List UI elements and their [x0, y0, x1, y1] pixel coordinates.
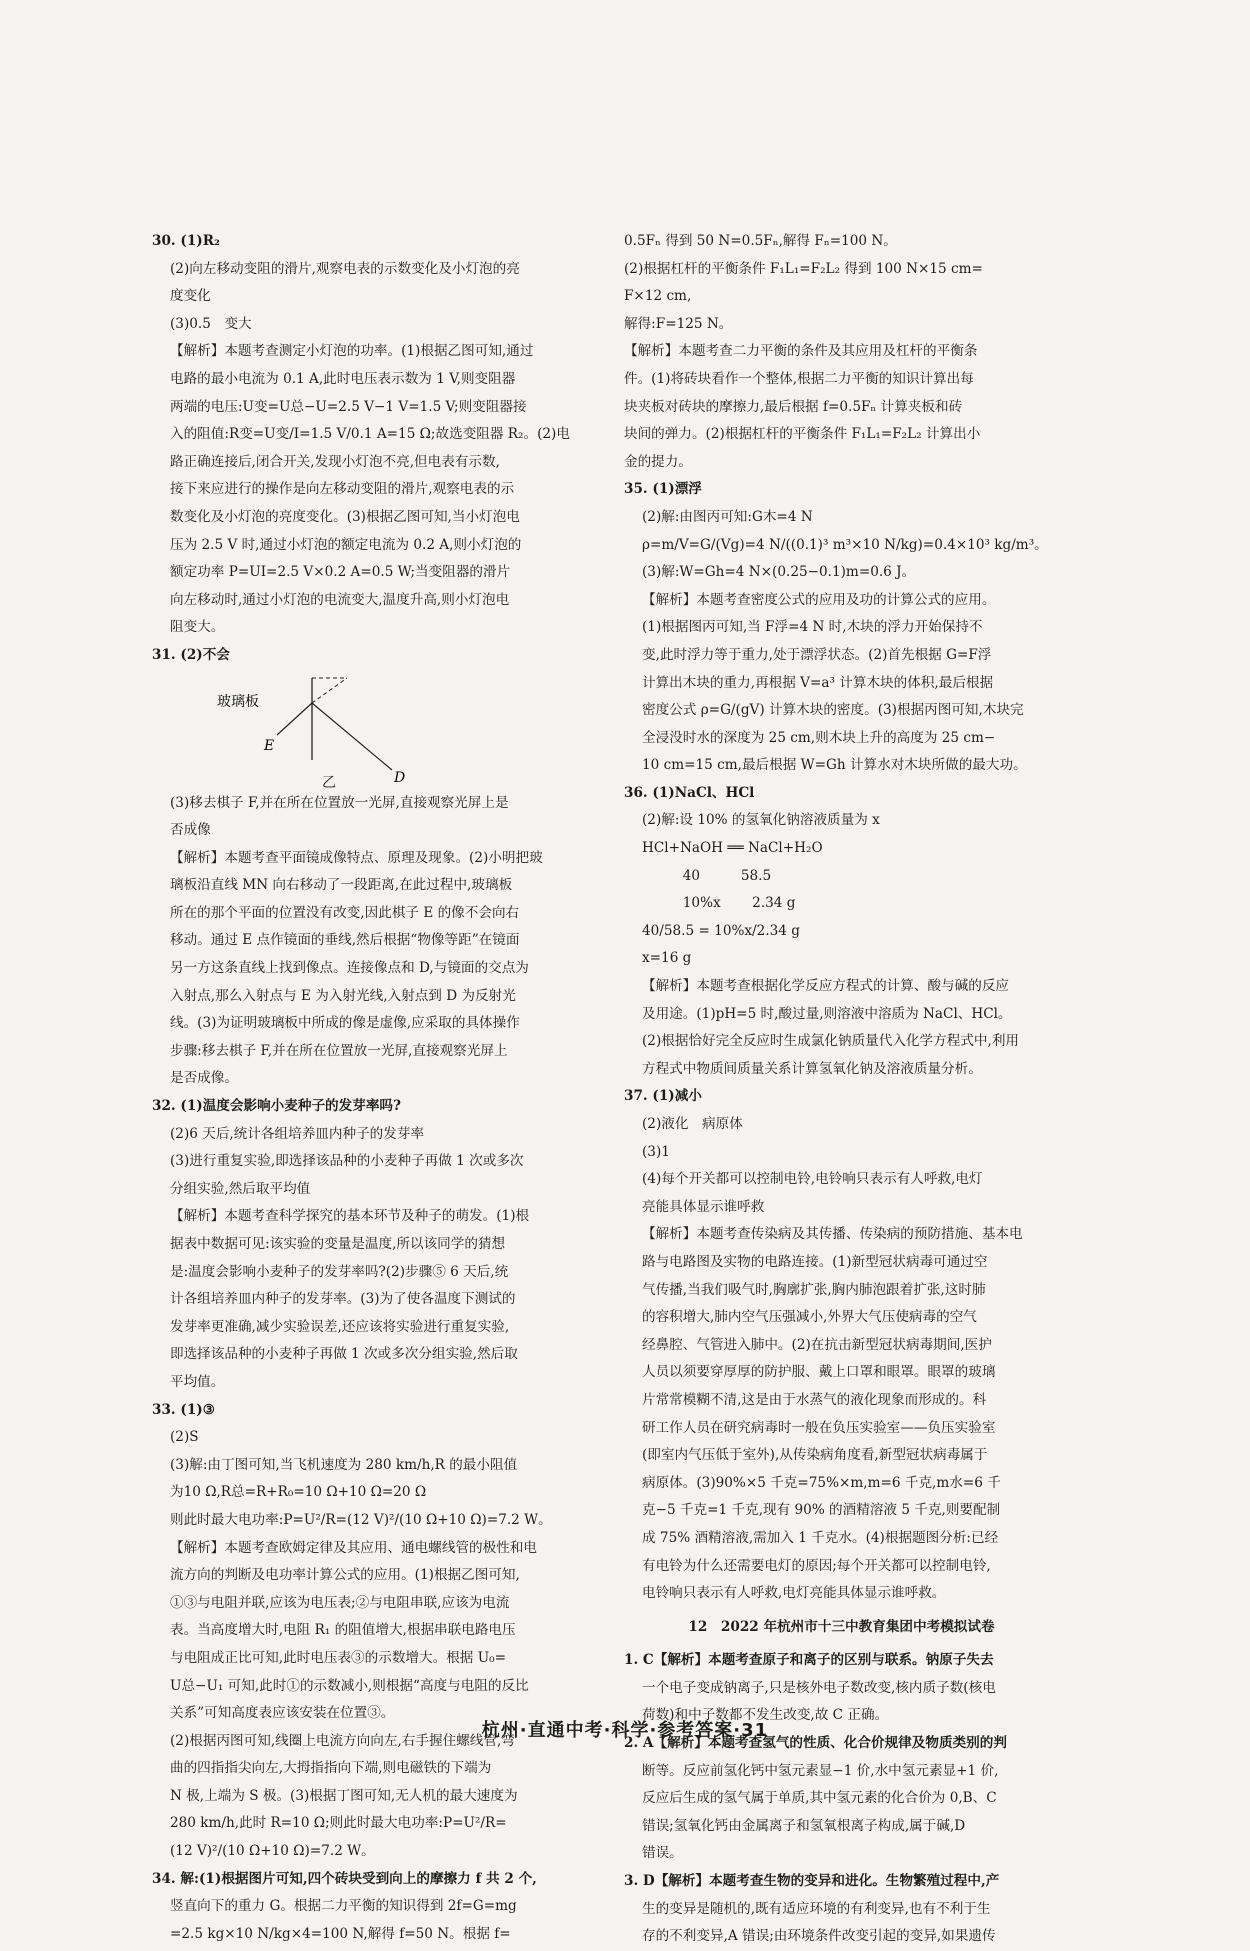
answer-line: 【解析】本题考查欧姆定律及其应用、通电螺线管的极性和电	[170, 1539, 538, 1556]
mirror-reflection-figure	[172, 670, 587, 790]
question-line: 32. (1)温度会影响小麦种子的发芽率吗?	[152, 1098, 401, 1115]
answer-line: 移动。通过 E 点作镜面的垂线,然后根据“物像等距”在镜面	[170, 932, 520, 949]
answer-line: (12 V)²/(10 Ω+10 Ω)=7.2 W。	[170, 1843, 375, 1860]
answer-line: (2)S	[170, 1429, 199, 1446]
answer-line: (2)根据杠杆的平衡条件 F₁L₁=F₂L₂ 得到 100 N×15 cm=	[624, 260, 983, 277]
question-line: 37. (1)减小	[624, 1088, 702, 1105]
answer-line: 块间的弹力。(2)根据杠杆的平衡条件 F₁L₁=F₂L₂ 计算出小	[624, 426, 981, 443]
answer-line: 【解析】本题考查二力平衡的条件及其应用及杠杆的平衡条	[624, 343, 978, 360]
point-e-label: E	[264, 737, 275, 754]
answer-line: 变,此时浮力等于重力,处于漂浮状态。(2)首先根据 G=F浮	[642, 646, 992, 663]
image-dashed-line	[312, 678, 347, 703]
answer-line: (4)每个开关都可以控制电铃,电铃响只表示有人呼救,电灯	[642, 1171, 983, 1188]
answer-line: 全浸没时水的深度为 25 cm,则木块上升的高度为 25 cm−	[642, 729, 996, 746]
answer-line: x=16 g	[642, 950, 692, 967]
right-column	[624, 228, 1059, 1951]
answer-line: 线。(3)为证明玻璃板中所成的像是虚像,应采取的具体操作	[170, 1015, 520, 1032]
answer-line: 【解析】本题考查密度公式的应用及功的计算公式的应用。	[642, 591, 996, 608]
answer-line: HCl+NaOH ══ NaCl+H₂O	[642, 840, 823, 857]
answer-line: 错误。	[642, 1845, 683, 1862]
answer-line: 人员以须要穿厚厚的防护服、戴上口罩和眼罩。眼罩的玻璃	[642, 1364, 996, 1381]
figure-caption: 乙	[322, 774, 336, 791]
answer-line: 有电铃为什么还需要电灯的原因;每个开关都可以控制电铃,	[642, 1557, 991, 1574]
answer-line: 另一方这条直线上找到像点。连接像点和 D,与镜面的交点为	[170, 960, 529, 977]
question-line: 1. C【解析】本题考查原子和离子的区别与联系。钠原子失去	[624, 1652, 994, 1669]
answer-line: 路正确连接后,闭合开关,发现小灯泡不亮,但电表有示数,	[170, 453, 500, 470]
answer-line: (2)液化 病原体	[642, 1116, 743, 1132]
answer-line: 错误;氢氧化钙由金属离子和氢氧根离子构成,属于碱,D	[642, 1817, 966, 1834]
answer-line: 存的不利变异,A 错误;由环境条件改变引起的变异,如果遗传	[642, 1928, 996, 1945]
answer-line: 流方向的判断及电功率计算公式的应用。(1)根据乙图可知,	[170, 1567, 520, 1584]
answer-line: N 极,上端为 S 极。(3)根据丁图可知,无人机的最大速度为	[170, 1787, 518, 1804]
answer-line: 40 58.5	[642, 867, 772, 884]
answer-line: 据表中数据可见:该实验的变量是温度,所以该同学的猜想	[170, 1236, 506, 1252]
answer-line: 璃板沿直线 MN 向右移动了一段距离,在此过程中,玻璃板	[170, 877, 513, 894]
answer-line: 的容积增大,肺内空气压强减小,外界大气压使病毒的空气	[642, 1309, 977, 1326]
answer-line: 克−5 千克=1 千克,现有 90% 的酒精溶液 5 千克,则要配制	[642, 1502, 1001, 1519]
answer-line: 是否成像。	[170, 1070, 238, 1087]
answer-line: 步骤:移去棋子 F,并在所在位置放一光屏,直接观察光屏上	[170, 1042, 508, 1059]
answer-line: (2)根据丙图可知,线圈上电流方向向左,右手握住螺线管,弯	[170, 1732, 515, 1749]
incident-ray	[277, 703, 312, 735]
answer-line: 两端的电压:U变=U总−U=2.5 V−1 V=1.5 V;则变阻器接	[170, 398, 527, 415]
answer-line: 平均值。	[170, 1373, 225, 1390]
answer-line: 生的变异是随机的,既有适应环境的有利变异,也有不利于生	[642, 1900, 991, 1917]
answer-line: ρ=m/V=G/(Vg)=4 N/((0.1)³ m³×10 N/kg)=0.4×10³ kg/m³。	[642, 536, 1048, 553]
answer-line: 成 75% 酒精溶液,需加入 1 千克水。(4)根据题图分析:已经	[642, 1529, 999, 1546]
answer-line: 否成像	[170, 822, 211, 839]
answer-line: =2.5 kg×10 N/kg×4=100 N,解得 f=50 N。根据 f=	[170, 1925, 511, 1942]
answer-line: 所在的那个平面的位置没有改变,因此棋子 E 的像不会向右	[170, 904, 520, 921]
answer-line: 荷数)和中子数都不发生改变,故 C 正确。	[642, 1707, 889, 1724]
answer-line: (3)0.5 变大	[170, 315, 252, 332]
answer-line: 度变化	[170, 288, 211, 305]
section-title: 12 2022 年杭州市十三中教育集团中考模拟试卷	[688, 1618, 995, 1635]
answer-line: (3)解:由丁图可知,当飞机速度为 280 km/h,R 的最小阻值	[170, 1456, 518, 1473]
answer-line: 与电阻成正比可知,此时电压表③的示数增大。根据 U₀=	[170, 1649, 506, 1666]
left-column	[152, 228, 587, 1948]
answer-line: 曲的四指指尖向左,大拇指指向下端,则电磁铁的下端为	[170, 1760, 492, 1777]
answer-line: 经鼻腔、气管进入肺中。(2)在抗击新型冠状病毒期间,医护	[642, 1336, 992, 1353]
answer-line: 一个电子变成钠离子,只是核外电子数改变,核内质子数(核电	[642, 1679, 996, 1696]
question-line: 34. 解:(1)根据图片可知,四个砖块受到向上的摩擦力 f 共 2 个,	[152, 1870, 537, 1887]
answer-line: (即室内气压低于室外),从传染病角度看,新型冠状病毒属于	[642, 1447, 988, 1464]
answer-line: 【解析】本题考查根据化学反应方程式的计算、酸与碱的反应	[642, 978, 1010, 995]
answer-line: 【解析】本题考查传染病及其传播、传染病的预防措施、基本电	[642, 1226, 1023, 1243]
answer-line: 密度公式 ρ=G/(gV) 计算木块的密度。(3)根据丙图可知,木块完	[642, 702, 1024, 719]
answer-line: 是:温度会影响小麦种子的发芽率吗?(2)步骤⑤ 6 天后,统	[170, 1263, 509, 1280]
answer-line: 【解析】本题考查科学探究的基本环节及种子的萌发。(1)根	[170, 1208, 530, 1225]
answer-line: (1)根据图丙可知,当 F浮=4 N 时,木块的浮力开始保持不	[642, 619, 983, 636]
answer-line: (3)移去棋子 F,并在所在位置放一光屏,直接观察光屏上是	[170, 794, 509, 811]
answer-line: 向左移动时,通过小灯泡的电流变大,温度升高,则小灯泡电	[170, 591, 510, 608]
point-d-label: D	[394, 769, 406, 786]
answer-line: 数变化及小灯泡的亮度变化。(3)根据乙图可知,当小灯泡电	[170, 508, 520, 525]
answer-line: F×12 cm,	[624, 288, 692, 305]
answer-line: 研工作人员在研究病毒时一般在负压实验室——负压实验室	[642, 1419, 996, 1436]
answer-line: 亮能具体显示谁呼救	[642, 1198, 765, 1215]
answer-line: 0.5Fₙ 得到 50 N=0.5Fₙ,解得 Fₙ=100 N。	[624, 233, 897, 249]
reflection-diagram	[172, 670, 432, 790]
question-line: 36. (1)NaCl、HCl	[624, 784, 755, 801]
answer-line: 件。(1)将砖块看作一个整体,根据二力平衡的知识计算出每	[624, 370, 974, 387]
question-line: 30. (1)R₂	[152, 233, 220, 249]
answer-line: 及用途。(1)pH=5 时,酸过量,则溶液中溶质为 NaCl、HCl。	[642, 1005, 1012, 1022]
answer-line: 分组实验,然后取平均值	[170, 1180, 311, 1197]
answer-line: (2)解:设 10% 的氢氧化钠溶液质量为 x	[642, 812, 880, 829]
answer-line: 气传播,当我们吸气时,胸廓扩张,胸内肺泡跟着扩张,这时肺	[642, 1281, 986, 1298]
answer-line: 表。当高度增大时,电阻 R₁ 的阻值增大,根据串联电路电压	[170, 1622, 516, 1639]
answer-line: (3)解:W=Gh=4 N×(0.25−0.1)m=0.6 J。	[642, 564, 916, 581]
answer-line: ①③与电阻并联,应该为电压表;②与电阻串联,应该为电流	[170, 1594, 510, 1611]
answer-line: 额定功率 P=UI=2.5 V×0.2 A=0.5 W;当变阻器的滑片	[170, 564, 511, 581]
question-line: 31. (2)不会	[152, 646, 230, 663]
answer-line: 即选择该品种的小麦种子再做 1 次或多次分组实验,然后取	[170, 1346, 518, 1363]
answer-line: 计算出木块的重力,再根据 V=a³ 计算木块的体积,最后根据	[642, 674, 994, 691]
answer-line: (2)解:由图丙可知:G木=4 N	[642, 508, 813, 525]
answer-line: 为10 Ω,R总=R+R₀=10 Ω+10 Ω=20 Ω	[170, 1484, 427, 1501]
answer-line: 10 cm=15 cm,最后根据 W=Gh 计算水对木块所做的最大功。	[642, 757, 1027, 774]
answer-line: 40/58.5 = 10%x/2.34 g	[642, 922, 800, 939]
answer-line: 断等。反应前氢化钙中氢元素显−1 价,水中氢元素显+1 价,	[642, 1762, 999, 1779]
answer-line: 关系”可知高度表应该安装在位置③。	[170, 1705, 395, 1722]
answer-line: 解得:F=125 N。	[624, 315, 733, 332]
answer-line: 竖直向下的重力 G。根据二力平衡的知识得到 2f=G=mg	[170, 1898, 517, 1915]
answer-line: 片常常模糊不清,这是由于水蒸气的液化现象而形成的。科	[642, 1391, 987, 1408]
glass-plate-label: 玻璃板	[217, 693, 259, 710]
answer-line: (3)1	[642, 1143, 670, 1160]
answer-line: 电铃响只表示有人呼救,电灯亮能具体显示谁呼救。	[642, 1585, 946, 1602]
answer-line: 【解析】本题考查测定小灯泡的功率。(1)根据乙图可知,通过	[170, 343, 534, 360]
answer-line: 入的阻值:R变=U变/I=1.5 V/0.1 A=15 Ω;故选变阻器 R₂。(2)电	[170, 426, 570, 443]
answer-line: 接下来应进行的操作是向左移动变阻的滑片,观察电表的示	[170, 481, 515, 498]
answer-line: (2)向左移动变阻的滑片,观察电表的示数变化及小灯泡的亮	[170, 260, 520, 277]
answer-line: 入射点,那么入射点与 E 为入射光线,入射点到 D 为反射光	[170, 987, 516, 1004]
answer-line: 280 km/h,此时 R=10 Ω;则此时最大电功率:P=U²/R=	[170, 1815, 507, 1832]
answer-line: 压为 2.5 V 时,通过小灯泡的额定电流为 0.2 A,则小灯泡的	[170, 536, 522, 553]
answer-line: 【解析】本题考查平面镜成像特点、原理及现象。(2)小明把玻	[170, 849, 543, 866]
question-line: 3. D【解析】本题考查生物的变异和进化。生物繁殖过程中,产	[624, 1873, 1000, 1890]
answer-line: 电路的最小电流为 0.1 A,此时电压表示数为 1 V,则变阻器	[170, 370, 516, 387]
answer-line: 金的提力。	[624, 453, 692, 470]
answer-line: U总−U₁ 可知,此时①的示数减小,则根据“高度与电阻的反比	[170, 1677, 529, 1694]
reflected-ray	[312, 703, 392, 770]
question-line: 2. A【解析】本题考查氢气的性质、化合价规律及物质类别的判	[624, 1735, 1007, 1752]
answer-line: (3)进行重复实验,即选择该品种的小麦种子再做 1 次或多次	[170, 1153, 524, 1170]
answer-line: 块夹板对砖块的摩擦力,最后根据 f=0.5Fₙ 计算夹板和砖	[624, 398, 963, 415]
answer-line: (2)6 天后,统计各组培养皿内种子的发芽率	[170, 1125, 425, 1142]
answer-line: 病原体。(3)90%×5 千克=75%×m,m=6 千克,m水=6 千	[642, 1474, 1001, 1491]
answer-line: 反应后生成的氢气属于单质,其中氢元素的化合价为 0,B、C	[642, 1790, 997, 1807]
answer-line: 10%x 2.34 g	[642, 895, 796, 912]
answer-line: 则此时最大电功率:P=U²/R=(12 V)²/(10 Ω+10 Ω)=7.2 W。	[170, 1511, 552, 1528]
answer-line: 发芽率更准确,减少实验误差,还应该将实验进行重复实验,	[170, 1318, 510, 1335]
page-footer: 杭州·直通中考·科学·参考答案·31	[481, 1720, 769, 1741]
question-line: 33. (1)③	[152, 1401, 215, 1418]
answer-line: (2)根据恰好完全反应时生成氯化钠质量代入化学方程式中,利用	[642, 1033, 1020, 1050]
answer-line: 阻变大。	[170, 619, 225, 636]
answer-line: 计各组培养皿内种子的发芽率。(3)为了使各温度下测试的	[170, 1291, 516, 1308]
answer-line: 路与电路图及实物的电路连接。(1)新型冠状病毒可通过空	[642, 1253, 988, 1270]
question-line: 35. (1)漂浮	[624, 481, 702, 498]
answer-line: 方程式中物质间质量关系计算氢氧化钠及溶液质量分析。	[642, 1060, 982, 1077]
